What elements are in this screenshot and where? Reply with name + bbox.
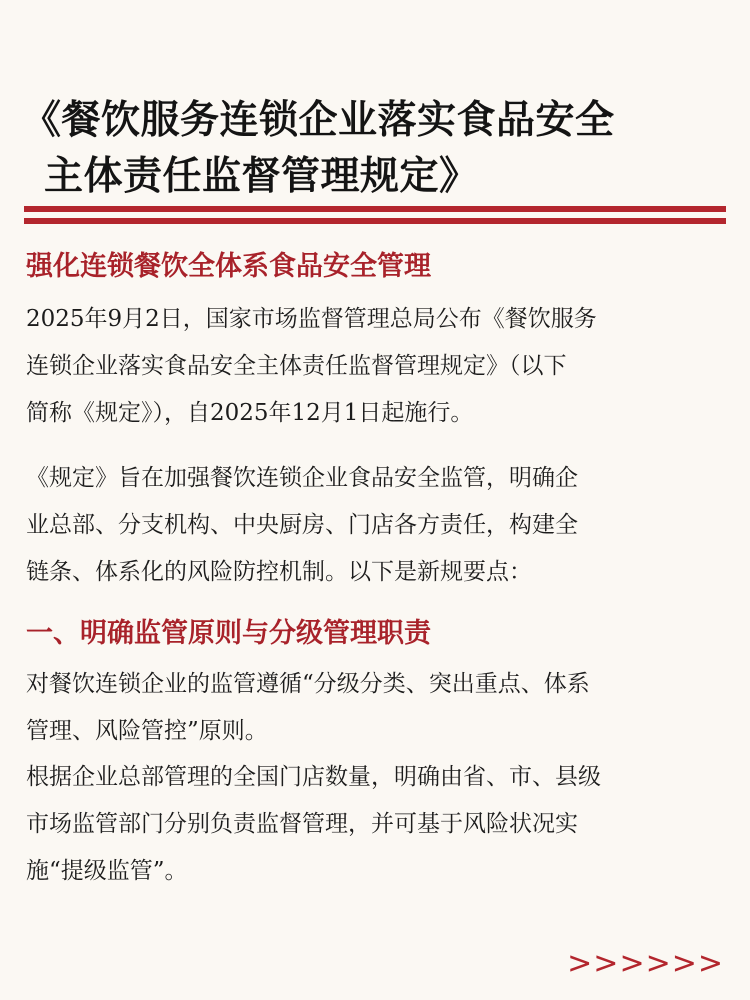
paragraph-line: 根据企业总部管理的全国门店数量，明确由省、市、县级 — [26, 764, 601, 790]
chevron-right-icon: > — [671, 945, 698, 981]
title-line-1: 《餐饮服务连锁企业落实食品安全 — [22, 97, 615, 143]
paragraph-principles — [26, 661, 726, 755]
paragraph-line: 《规定》旨在加强餐饮连锁企业食品安全监管，明确企 — [26, 465, 578, 491]
title-divider-bottom — [24, 218, 726, 224]
title-divider-top — [24, 206, 726, 212]
paragraph-line: 管理、风险管控”原则。 — [26, 718, 268, 744]
chevron-right-icon: > — [645, 945, 672, 981]
paragraph-tiered-supervision — [26, 754, 726, 895]
paragraph-announcement — [26, 296, 726, 437]
document-title — [22, 92, 732, 204]
paragraph-line: 施“提级监管”。 — [26, 858, 188, 884]
paragraph-purpose — [26, 455, 726, 596]
section-heading-overview: 强化连锁餐饮全体系食品安全管理 — [26, 251, 431, 282]
title-line-2: 主体责任监督管理规定》 — [44, 153, 479, 199]
paragraph-line: 市场监管部门分别负责监督管理，并可基于风险状况实 — [26, 811, 578, 837]
section-heading-principles: 一、明确监管原则与分级管理职责 — [26, 618, 431, 649]
chevron-right-icon: > — [619, 945, 646, 981]
paragraph-line: 2025年9月2日，国家市场监督管理总局公布《餐饮服务 — [26, 306, 597, 332]
chevron-right-icon: > — [567, 945, 594, 981]
paragraph-line: 业总部、分支机构、中央厨房、门店各方责任，构建全 — [26, 512, 578, 538]
paragraph-line: 简称《规定》），自2025年12月1日起施行。 — [26, 400, 474, 426]
chevron-right-icon: > — [593, 945, 620, 981]
chevron-right-icon: > — [697, 945, 724, 981]
paragraph-line: 链条、体系化的风险防控机制。以下是新规要点： — [26, 559, 532, 585]
paragraph-line: 连锁企业落实食品安全主体责任监督管理规定》（以下 — [26, 353, 567, 379]
next-page-arrows[interactable] — [567, 935, 724, 991]
paragraph-line: 对餐饮连锁企业的监管遵循“分级分类、突出重点、体系 — [26, 671, 590, 697]
